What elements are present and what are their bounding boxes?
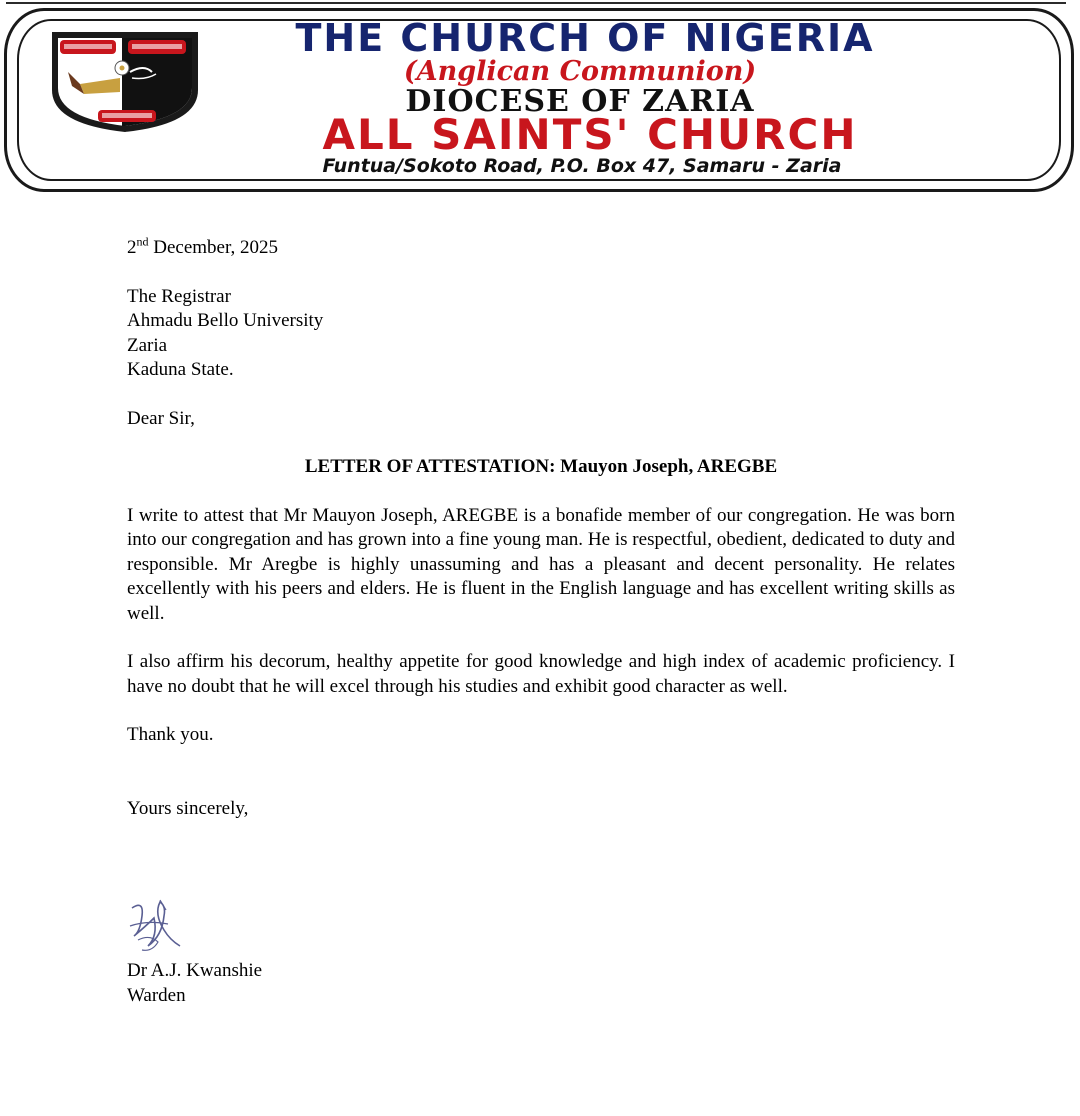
date-month-year: December, 2025	[148, 237, 279, 258]
date-ordinal-suffix: nd	[136, 234, 149, 249]
salutation: Dear Sir,	[127, 407, 195, 429]
recipient-line: The Registrar	[127, 285, 231, 307]
parish-name: ALL SAINTS' CHURCH	[322, 110, 858, 159]
signature-icon	[124, 896, 184, 958]
thanks-line: Thank you.	[127, 724, 214, 745]
letter-subject: LETTER OF ATTESTATION: Mauyon Joseph, AREGBE	[304, 456, 778, 477]
body-paragraph: I write to attest that Mr Mauyon Joseph, AREGBE is a bonafide member of our congregation. He was born into our congregation and has grown into a fine young man. He is respectful, obedient, dedicated to duty and responsible. Mr Aregbe is highly unassuming and has a pleasant and decent personality. He relates excellently with his peers and elders. He is fluent in the English language and has excellent writing skills as well.	[127, 504, 955, 624]
signer-block	[127, 958, 262, 1008]
date-day: 2	[127, 237, 137, 258]
closing-line: Yours sincerely,	[127, 797, 249, 819]
church-name: THE CHURCH OF NIGERIA	[295, 16, 875, 60]
body-paragraph: I also affirm his decorum, healthy appetite for good knowledge and high index of academic proficiency. I have no doubt that he will excel through his studies and exhibit good character as well.	[127, 651, 955, 697]
diocese-crest-icon	[48, 28, 202, 134]
recipient-line: Kaduna State.	[127, 359, 234, 380]
church-address: Funtua/Sokoto Road, P.O. Box 47, Samaru - Zaria	[322, 155, 842, 177]
diocese-name: DIOCESE OF ZARIA	[405, 84, 755, 119]
letter-date	[127, 236, 955, 261]
recipient-line: Zaria	[127, 334, 168, 356]
recipient-line: Ahmadu Bello University	[127, 310, 324, 331]
signer-title: Warden	[127, 985, 186, 1006]
recipient-address	[127, 285, 955, 383]
communion-line: (Anglican Communion)	[403, 56, 757, 87]
signer-name: Dr A.J. Kwanshie	[127, 960, 263, 981]
letter-body	[127, 236, 955, 821]
top-border-line	[6, 2, 1066, 4]
